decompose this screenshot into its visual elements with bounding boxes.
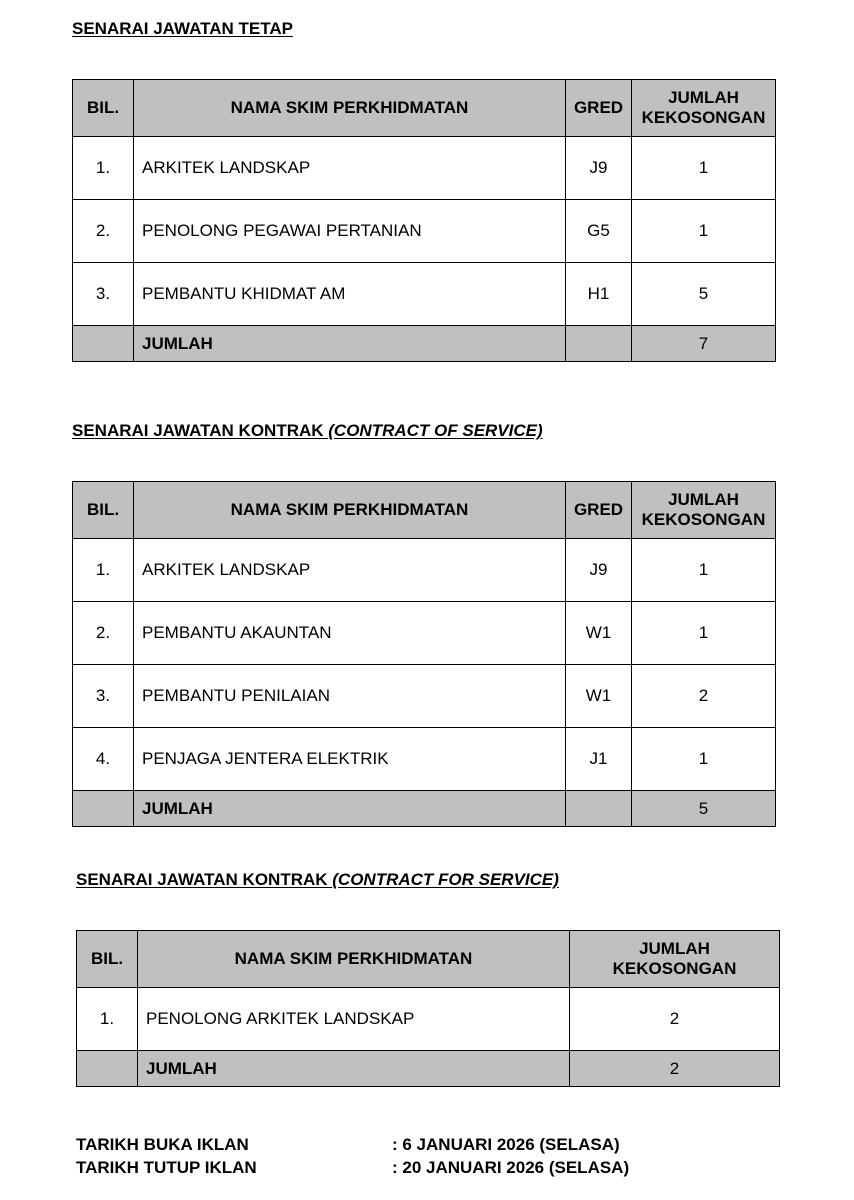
row-bil: 4. — [73, 728, 134, 791]
header-jumlah — [570, 931, 780, 988]
row-gred: J1 — [566, 728, 632, 791]
section1-title — [72, 19, 293, 39]
row-jumlah: 1 — [632, 200, 776, 263]
header-bil: BIL. — [77, 931, 138, 988]
open-date-label: TARIKH BUKA IKLAN — [76, 1135, 249, 1154]
row-bil: 2. — [73, 200, 134, 263]
row-gred: H1 — [566, 263, 632, 326]
total-label: JUMLAH — [134, 326, 566, 362]
section1-title-text: SENARAI JAWATAN TETAP — [72, 19, 294, 38]
close-date-row — [76, 1156, 629, 1179]
row-bil: 3. — [73, 665, 134, 728]
row-jumlah: 1 — [632, 602, 776, 665]
total-blank — [73, 326, 134, 362]
row-nama: PEMBANTU KHIDMAT AM — [134, 263, 566, 326]
row-nama: PEMBANTU AKAUNTAN — [134, 602, 566, 665]
row-nama: ARKITEK LANDSKAP — [134, 539, 566, 602]
table-row — [73, 728, 776, 791]
header-bil: BIL. — [73, 482, 134, 539]
row-jumlah: 5 — [632, 263, 776, 326]
total-label: JUMLAH — [134, 791, 566, 827]
table-header-row — [77, 931, 780, 988]
row-gred: G5 — [566, 200, 632, 263]
contract-of-service-table — [72, 481, 776, 827]
row-gred: J9 — [566, 137, 632, 200]
row-gred: W1 — [566, 665, 632, 728]
header-bil: BIL. — [73, 80, 134, 137]
section2-title-text: SENARAI JAWATAN KONTRAK — [72, 421, 329, 440]
section3-title — [76, 870, 559, 890]
total-blank — [73, 791, 134, 827]
row-bil: 1. — [77, 988, 138, 1051]
header-jumlah-line1: JUMLAH — [668, 88, 739, 107]
total-value: 2 — [570, 1051, 780, 1087]
row-gred: J9 — [566, 539, 632, 602]
open-date-row — [76, 1133, 629, 1156]
section3-title-text: SENARAI JAWATAN KONTRAK — [76, 870, 333, 889]
total-value: 5 — [632, 791, 776, 827]
advert-dates — [76, 1133, 629, 1179]
row-jumlah: 2 — [570, 988, 780, 1051]
total-label: JUMLAH — [138, 1051, 570, 1087]
header-jumlah-line2: KEKOSONGAN — [641, 510, 766, 529]
row-bil: 1. — [73, 137, 134, 200]
row-nama: PENJAGA JENTERA ELEKTRIK — [134, 728, 566, 791]
header-jumlah-line1: JUMLAH — [668, 490, 739, 509]
table-header-row — [73, 80, 776, 137]
table-row — [73, 665, 776, 728]
row-jumlah: 1 — [632, 728, 776, 791]
header-jumlah — [632, 80, 776, 137]
row-bil: 3. — [73, 263, 134, 326]
header-jumlah — [632, 482, 776, 539]
table-header-row — [73, 482, 776, 539]
header-jumlah-line2: KEKOSONGAN — [612, 959, 737, 978]
header-jumlah-line2: KEKOSONGAN — [641, 108, 766, 127]
header-nama: NAMA SKIM PERKHIDMATAN — [134, 80, 566, 137]
permanent-posts-table — [72, 79, 776, 362]
row-nama: PENOLONG ARKITEK LANDSKAP — [138, 988, 570, 1051]
row-bil: 2. — [73, 602, 134, 665]
table-row — [73, 200, 776, 263]
header-nama: NAMA SKIM PERKHIDMATAN — [138, 931, 570, 988]
section2-title-italic: (CONTRACT OF SERVICE) — [328, 421, 543, 440]
table-row — [73, 137, 776, 200]
table-row — [73, 263, 776, 326]
total-blank — [566, 791, 632, 827]
open-date-value: : 6 JANUARI 2026 (SELASA) — [392, 1135, 620, 1154]
contract-for-service-table — [76, 930, 780, 1087]
row-jumlah: 2 — [632, 665, 776, 728]
header-gred: GRED — [566, 482, 632, 539]
close-date-value: : 20 JANUARI 2026 (SELASA) — [392, 1158, 630, 1177]
total-blank — [566, 326, 632, 362]
table-row — [73, 602, 776, 665]
close-date-label: TARIKH TUTUP IKLAN — [76, 1158, 257, 1177]
header-jumlah-line1: JUMLAH — [639, 939, 710, 958]
table-row — [73, 539, 776, 602]
header-nama: NAMA SKIM PERKHIDMATAN — [134, 482, 566, 539]
total-blank — [77, 1051, 138, 1087]
total-row — [77, 1051, 780, 1087]
total-row — [73, 326, 776, 362]
row-bil: 1. — [73, 539, 134, 602]
row-nama: PENOLONG PEGAWAI PERTANIAN — [134, 200, 566, 263]
table-row — [77, 988, 780, 1051]
header-gred: GRED — [566, 80, 632, 137]
row-nama: ARKITEK LANDSKAP — [134, 137, 566, 200]
section2-title — [72, 421, 543, 441]
row-jumlah: 1 — [632, 539, 776, 602]
section3-title-italic: (CONTRACT FOR SERVICE) — [332, 870, 559, 889]
row-nama: PEMBANTU PENILAIAN — [134, 665, 566, 728]
row-jumlah: 1 — [632, 137, 776, 200]
row-gred: W1 — [566, 602, 632, 665]
total-row — [73, 791, 776, 827]
total-value: 7 — [632, 326, 776, 362]
